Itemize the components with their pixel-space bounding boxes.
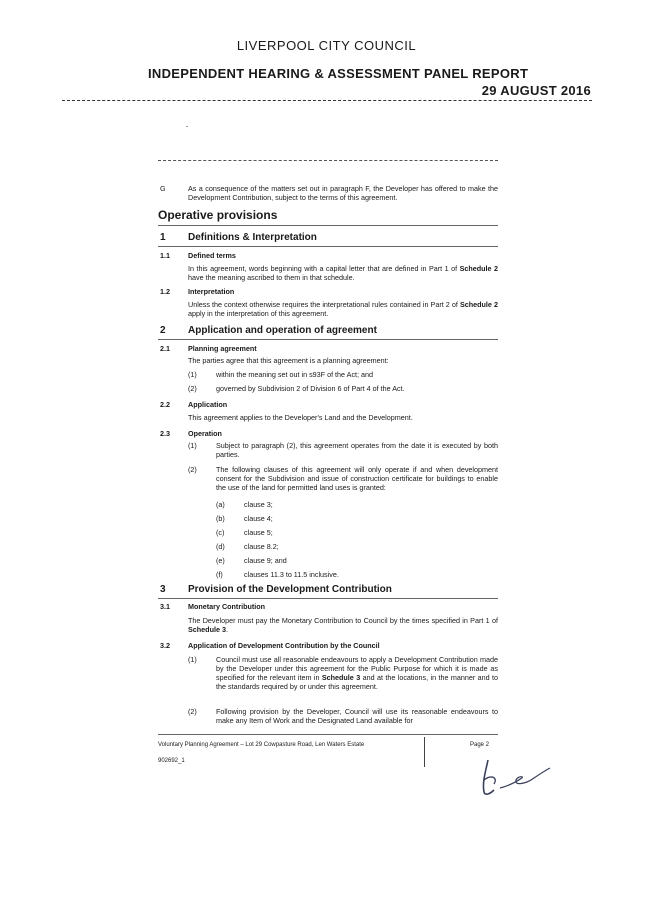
- list-number: (2): [188, 465, 197, 474]
- section-rule: [158, 339, 498, 340]
- clause-3-2-title: Application of Development Contribution by the Council: [188, 641, 380, 650]
- clause-2-2-title: Application: [188, 400, 228, 409]
- section-3-number: 3: [160, 584, 166, 595]
- header-divider: [62, 100, 592, 101]
- footer-rule: [158, 734, 498, 735]
- clause-2-3-number: 2.3: [160, 429, 170, 438]
- recital-text: As a consequence of the matters set out in paragraph F, the Developer has offered to make the Development Contribution, subject to the terms of this agreement.: [188, 184, 498, 202]
- list-item: governed by Subdivision 2 of Division 6 of Part 4 of the Act.: [216, 384, 405, 393]
- list-number: (1): [188, 441, 197, 450]
- footer-reference: 902692_1: [158, 758, 185, 764]
- recital-number: G: [160, 184, 166, 193]
- clause-1-1-title: Defined terms: [188, 251, 236, 260]
- section-1-number: 1: [160, 232, 166, 243]
- page-top-rule: [158, 160, 498, 161]
- list-number: (1): [188, 655, 197, 664]
- sublist-item: clause 9; and: [244, 556, 287, 565]
- report-title: INDEPENDENT HEARING & ASSESSMENT PANEL REPORT: [148, 66, 529, 81]
- clause-1-1-text: In this agreement, words beginning with a capital letter that are defined in Part 1 of Schedule 2 have the meaning ascribed to them in that schedule.: [188, 264, 498, 282]
- clause-1-1-number: 1.1: [160, 251, 170, 260]
- clause-3-2-number: 3.2: [160, 641, 170, 650]
- clause-2-3-title: Operation: [188, 429, 222, 438]
- sublist-number: (c): [216, 528, 225, 537]
- section-2-title: Application and operation of agreement: [188, 325, 377, 336]
- sublist-item: clause 4;: [244, 514, 273, 523]
- clause-2-2-number: 2.2: [160, 400, 170, 409]
- section-2-number: 2: [160, 325, 166, 336]
- clause-3-1-text: The Developer must pay the Monetary Contribution to Council by the times specified in Part 1 of Schedule 3.: [188, 616, 498, 634]
- sublist-number: (a): [216, 500, 225, 509]
- clause-2-1-number: 2.1: [160, 344, 170, 353]
- sublist-number: (f): [216, 570, 223, 579]
- list-item: Subject to paragraph (2), this agreement operates from the date it is executed by both parties.: [216, 441, 498, 459]
- clause-1-2-text: Unless the context otherwise requires the interpretational rules contained in Part 2 of Schedule 2 apply in the interpretation of this agreement.: [188, 300, 498, 318]
- list-number: (2): [188, 707, 197, 716]
- list-number: (1): [188, 370, 197, 379]
- speck: [186, 126, 188, 127]
- clause-3-1-title: Monetary Contribution: [188, 602, 266, 611]
- section-rule: [158, 598, 498, 599]
- sublist-item: clauses 11.3 to 11.5 inclusive.: [244, 570, 339, 579]
- section-3-title: Provision of the Development Contribution: [188, 584, 392, 595]
- clause-2-2-text: This agreement applies to the Developer's Land and the Development.: [188, 413, 413, 422]
- clause-1-2-number: 1.2: [160, 287, 170, 296]
- sublist-number: (d): [216, 542, 225, 551]
- handwritten-initials: [478, 756, 558, 805]
- list-item: The following clauses of this agreement will only operate if and when development consent for the Subdivision and issue of construction certificate for buildings to enable the use of the land for permitted land uses is granted:: [216, 465, 498, 492]
- section-rule: [158, 246, 498, 247]
- list-item: Following provision by the Developer, Council will use its reasonable endeavours to make any Item of Work and the Designated Land available for: [216, 707, 498, 725]
- clause-2-1-title: Planning agreement: [188, 344, 257, 353]
- list-item: within the meaning set out in s93F of the Act; and: [216, 370, 374, 379]
- sublist-item: clause 8.2;: [244, 542, 279, 551]
- clause-2-1-text: The parties agree that this agreement is a planning agreement:: [188, 356, 389, 365]
- clause-1-2-title: Interpretation: [188, 287, 235, 296]
- list-item: Council must use all reasonable endeavours to apply a Development Contribution made by the Developer under this agreement for the Public Purpose for which it is made as specified for the relevant item in Schedule 3 and at the locations, in the manner and to the standards required by or under this agreement.: [216, 655, 498, 691]
- sublist-number: (e): [216, 556, 225, 565]
- report-date: 29 AUGUST 2016: [481, 83, 591, 98]
- council-title: LIVERPOOL CITY COUNCIL: [236, 38, 417, 53]
- footer-title: Voluntary Planning Agreement – Lot 29 Cowpasture Road, Len Waters Estate: [158, 742, 365, 748]
- sublist-item: clause 5;: [244, 528, 273, 537]
- clause-3-1-number: 3.1: [160, 602, 170, 611]
- page-number: Page 2: [470, 742, 490, 748]
- sublist-item: clause 3;: [244, 500, 273, 509]
- sublist-number: (b): [216, 514, 225, 523]
- list-number: (2): [188, 384, 197, 393]
- section-rule: [158, 225, 498, 226]
- footer-divider: [424, 737, 425, 767]
- operative-heading: Operative provisions: [158, 208, 278, 222]
- section-1-title: Definitions & Interpretation: [188, 232, 317, 243]
